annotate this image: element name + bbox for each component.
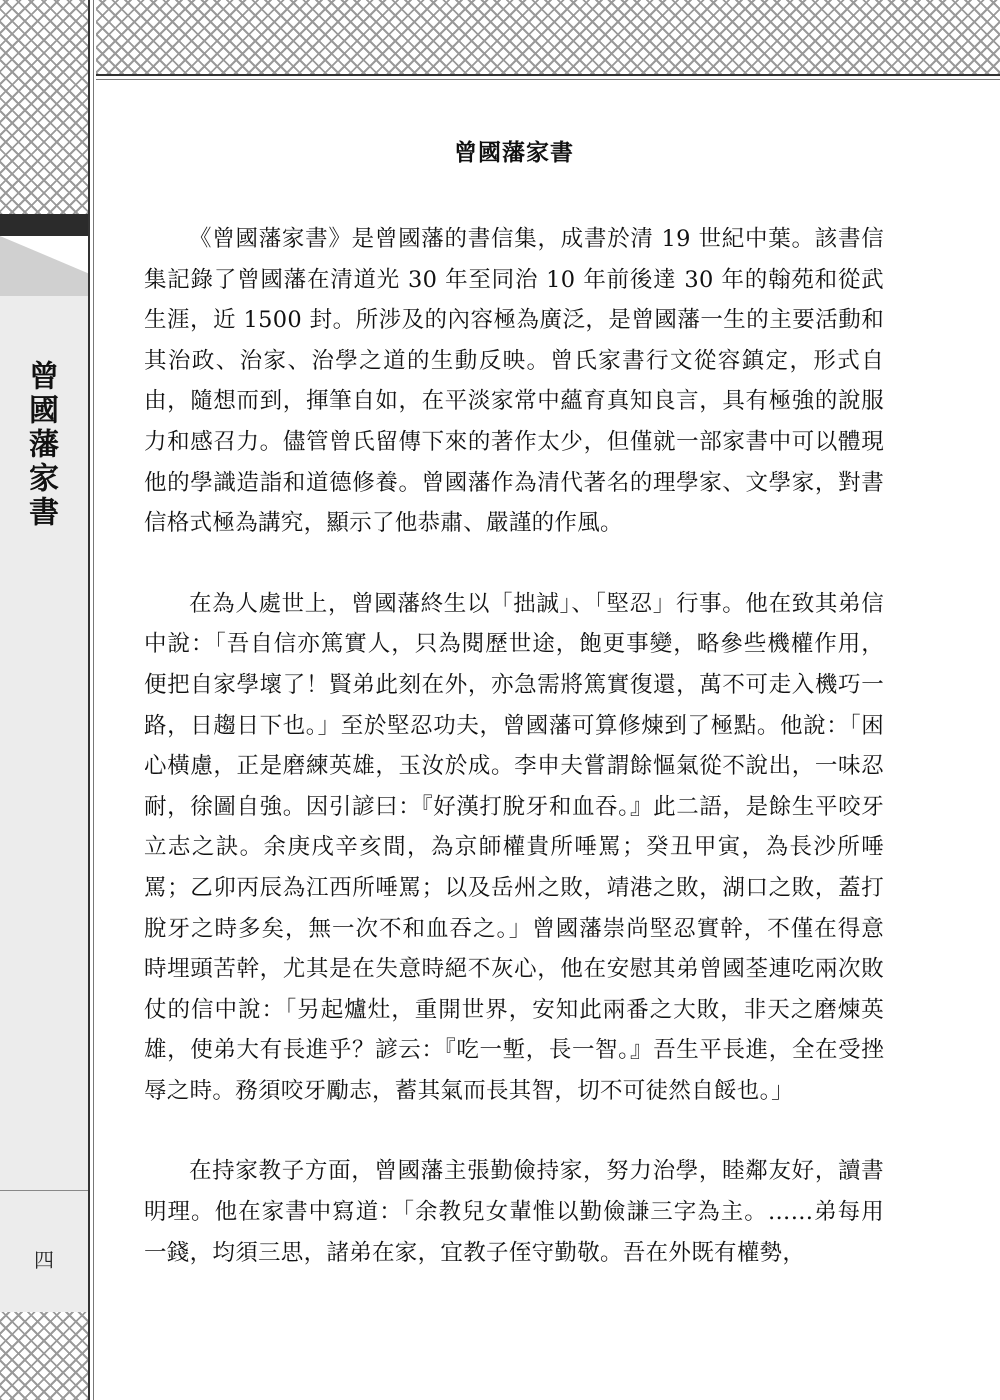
decorative-fret-band-top [96, 0, 1000, 74]
page-number: 四 [34, 1248, 54, 1272]
paragraph-family: 在持家教子方面，曾國藩主張勤儉持家，努力治學，睦鄰友好，讀書明理。他在家書中寫道：「余教兒女輩惟以勤儉謙三字為主。……弟每用一錢，均須三思，諸弟在家，宜教子侄守勤敬。吾在外既有權勢， [144, 1158, 884, 1266]
top-border-rule [96, 74, 1000, 76]
page-title: 曾國藩家書 [454, 139, 574, 166]
decorative-fret-band-left-top [0, 0, 88, 214]
side-book-title: 曾國藩家書 [23, 360, 58, 530]
left-border-rule [88, 0, 90, 1400]
left-border-rule-thin [93, 0, 94, 1400]
paragraph-intro: 《曾國藩家書》是曾國藩的書信集，成書於清 19 世紀中葉。該書信集記錄了曾國藩在清道光 30 年至同治 10 年前後達 30 年的翰苑和從武生涯，近 1500 封。所涉及的內容極為廣泛，是曾國藩一生的主要活動和其治政、治家、治學之道的生動反映。曾氏家書行文從容鎮定，形式自由，隨想而到，揮筆自如，在平淡家常中蘊育真知良言，具有極強的說服力和感召力。儘管曾氏留傳下來的著作太少，但僅就一部家書中可以體現他的學識造詣和道德修養。曾國藩作為清代著名的理學家、文學家，對書信格式極為講究，顯示了他恭肅、嚴謹的作風。 [144, 226, 884, 537]
paragraph-conduct: 在為人處世上，曾國藩終生以「拙誠」、「堅忍」行事。他在致其弟信中說：「吾自信亦篤實人，只為閱歷世途，飽更事變，略參些機權作用，便把自家學壞了！賢弟此刻在外，亦急需將篤實復還，萬不可走入機巧一路，日趨日下也。」至於堅忍功夫，曾國藩可算修煉到了極點。他說：「困心橫慮，正是磨練英雄，玉汝於成。李申夫嘗謂餘慪氣從不說出，一味忍耐，徐圖自強。因引諺曰：『好漢打脫牙和血吞。』此二語，是餘生平咬牙立志之訣。余庚戌辛亥間，為京師權貴所唾罵；癸丑甲寅，為長沙所唾罵；乙卯丙辰為江西所唾罵；以及岳州之敗，靖港之敗，湖口之敗，蓋打脫牙之時多矣，無一次不和血吞之。」曾國藩崇尚堅忍實幹，不僅在得意時埋頭苦幹，尤其是在失意時絕不灰心，他在安慰其弟曾國荃連吃兩次敗仗的信中說：「另起爐灶，重開世界，安知此兩番之大敗，非天之磨煉英雄，使弟大有長進乎？諺云：『吃一塹，長一智。』吾生平長進，全在受挫辱之時。務須咬牙勵志，蓄其氣而長其智，切不可徒然自餒也。」 [144, 590, 884, 1104]
main-content [144, 120, 884, 1313]
side-tab-divider [0, 1190, 88, 1191]
side-tab-header-bar [0, 214, 88, 236]
top-border-rule-thin [96, 79, 1000, 80]
decorative-fret-band-left-bottom [0, 1312, 88, 1400]
